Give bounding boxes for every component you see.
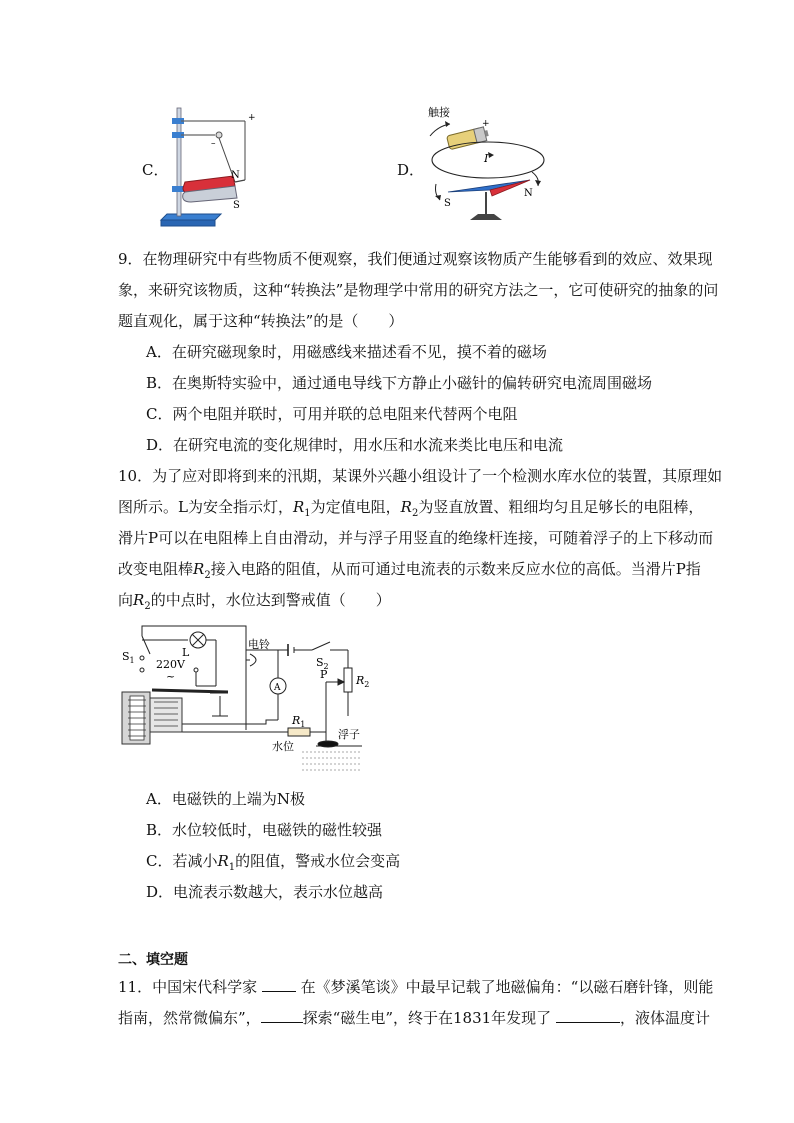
circuit-r1-sub: 1	[300, 720, 306, 729]
circuit-s1-label	[122, 650, 135, 665]
q11-blank-3[interactable]	[556, 1008, 620, 1023]
q11-line-2c: ，液体温度计	[619, 1009, 710, 1027]
option-c-label: C．	[142, 161, 169, 179]
section-2-title: 二、填空题	[118, 952, 188, 968]
fig-d-n-label: N	[524, 188, 533, 199]
q10-option-c-pre: C．若减小	[146, 852, 218, 870]
circuit-s1-text: S	[122, 650, 130, 663]
fig-c-minus: –	[211, 139, 216, 149]
q11-line-1b: 在《梦溪笔谈》中最早记载了地磁偏角：“以磁石磨针锋，则能	[300, 978, 714, 996]
q10-line-4	[118, 559, 701, 586]
q10-option-d: D．电流表示数越大，表示水位越高	[146, 883, 384, 901]
q10-r2: R	[400, 498, 412, 516]
q11-line-2	[118, 1008, 710, 1028]
q10-circuit-diagram	[116, 620, 376, 780]
fig-d-touch-label: 触接	[428, 106, 450, 119]
q10-line-4b: 接入电路的阻值，从而可通过电流表的示数来反应水位的高低。当滑片P指	[210, 560, 701, 578]
q9-line-2: 象，来研究该物质，这种“转换法”是物理学中常用的研究方法之一，它可使研究的抽象的问	[118, 281, 719, 299]
q11-line-2a: 指南，然常微偏东”，	[118, 1009, 261, 1027]
circuit-p-label: P	[320, 668, 328, 681]
fig-c-plus: +	[248, 113, 256, 123]
q11-blank-1[interactable]	[262, 977, 296, 992]
q11-line-1a: 11．中国宋代科学家	[118, 978, 258, 996]
fig-d-current-label: I	[484, 152, 489, 165]
q10-r1-sub: 1	[304, 508, 311, 519]
q10-line5-sub: 2	[144, 601, 151, 612]
figure-d-apparatus	[420, 100, 555, 232]
option-d-label: D．	[397, 161, 425, 179]
circuit-lamp-label: L	[182, 646, 190, 659]
circuit-water-label: 水位	[272, 740, 294, 753]
q10-option-c	[146, 851, 400, 878]
q10-line-5a: 向	[118, 591, 134, 609]
q9-option-d: D．在研究电流的变化规律时，用水压和水流来类比电压和电流	[146, 436, 564, 454]
circuit-r1-label	[291, 714, 305, 729]
q11-blank-2[interactable]	[261, 1008, 303, 1023]
q10-option-b: B．水位较低时，电磁铁的磁性较强	[146, 821, 383, 839]
circuit-float-label: 浮子	[338, 728, 360, 741]
q11-line-1	[118, 977, 713, 997]
circuit-bell-label: 电铃	[248, 638, 270, 651]
q10-line4-sub: 2	[204, 570, 211, 581]
q10-line-2c: 为竖直放置、粗细均匀且足够长的电阻棒，	[418, 498, 704, 516]
q10-option-c-sub: 1	[228, 862, 236, 873]
circuit-r1-text: R	[292, 714, 301, 727]
circuit-r2-sub: 2	[364, 680, 370, 689]
q9-option-a: A．在研究磁现象时，用磁感线来描述看不见，摸不着的磁场	[146, 343, 547, 361]
q10-r2-sub: 2	[411, 508, 419, 519]
circuit-r2-label	[355, 674, 369, 689]
circuit-s1-sub: 1	[129, 656, 135, 665]
circuit-r2-text: R	[356, 674, 365, 687]
q10-line5-r: R	[133, 591, 145, 609]
circuit-ammeter-label: A	[274, 683, 281, 693]
circuit-ac-label: ~	[166, 670, 176, 683]
q9-line-3: 题直观化，属于这种“转换法”的是（ ）	[118, 312, 404, 330]
q9-option-b: B．在奥斯特实验中，通过通电导线下方静止小磁针的偏转研究电流周围磁场	[146, 374, 653, 392]
q10-option-c-post: 的阻值，警戒水位会变高	[235, 852, 401, 870]
fig-d-s-label: S	[444, 198, 451, 209]
fig-c-s-label: S	[233, 200, 240, 211]
q9-line-1: 9．在物理研究中有些物质不便观察，我们便通过观察该物质产生能够看到的效应、效果现	[118, 250, 713, 268]
q10-line-1: 10．为了应对即将到来的汛期，某课外兴趣小组设计了一个检测水库水位的装置，其原理如	[118, 467, 723, 485]
q10-line-5	[118, 590, 391, 617]
figure-c-apparatus	[155, 102, 265, 230]
q10-line-2b: 为定值电阻，	[310, 498, 401, 516]
fig-c-n-label: N	[231, 170, 240, 181]
circuit-s2-sub: 2	[323, 662, 329, 671]
q10-line4-r: R	[193, 560, 205, 578]
q9-option-c: C．两个电阻并联时，可用并联的总电阻来代替两个电阻	[146, 405, 518, 423]
q10-r1: R	[292, 498, 305, 516]
q10-option-c-r: R	[217, 852, 229, 870]
circuit-s2-text: S	[316, 656, 324, 669]
q11-line-2b: 探索“磁生电”，终于在1831年发现了	[302, 1009, 552, 1027]
q10-line-4a: 改变电阻棒	[118, 560, 194, 578]
q10-line-5b: 的中点时，水位达到警戒值（ ）	[150, 591, 391, 609]
circuit-voltage-label: 220V	[156, 658, 185, 671]
q10-line-2	[118, 497, 703, 524]
fig-d-plus: +	[482, 119, 490, 129]
q10-option-a: A．电磁铁的上端为N极	[146, 790, 305, 808]
q10-line-3: 滑片P可以在电阻棒上自由滑动，并与浮子用竖直的绝缘杆连接，可随着浮子的上下移动而	[118, 529, 714, 547]
q10-line-2a: 图所示。L为安全指示灯，	[118, 498, 293, 516]
